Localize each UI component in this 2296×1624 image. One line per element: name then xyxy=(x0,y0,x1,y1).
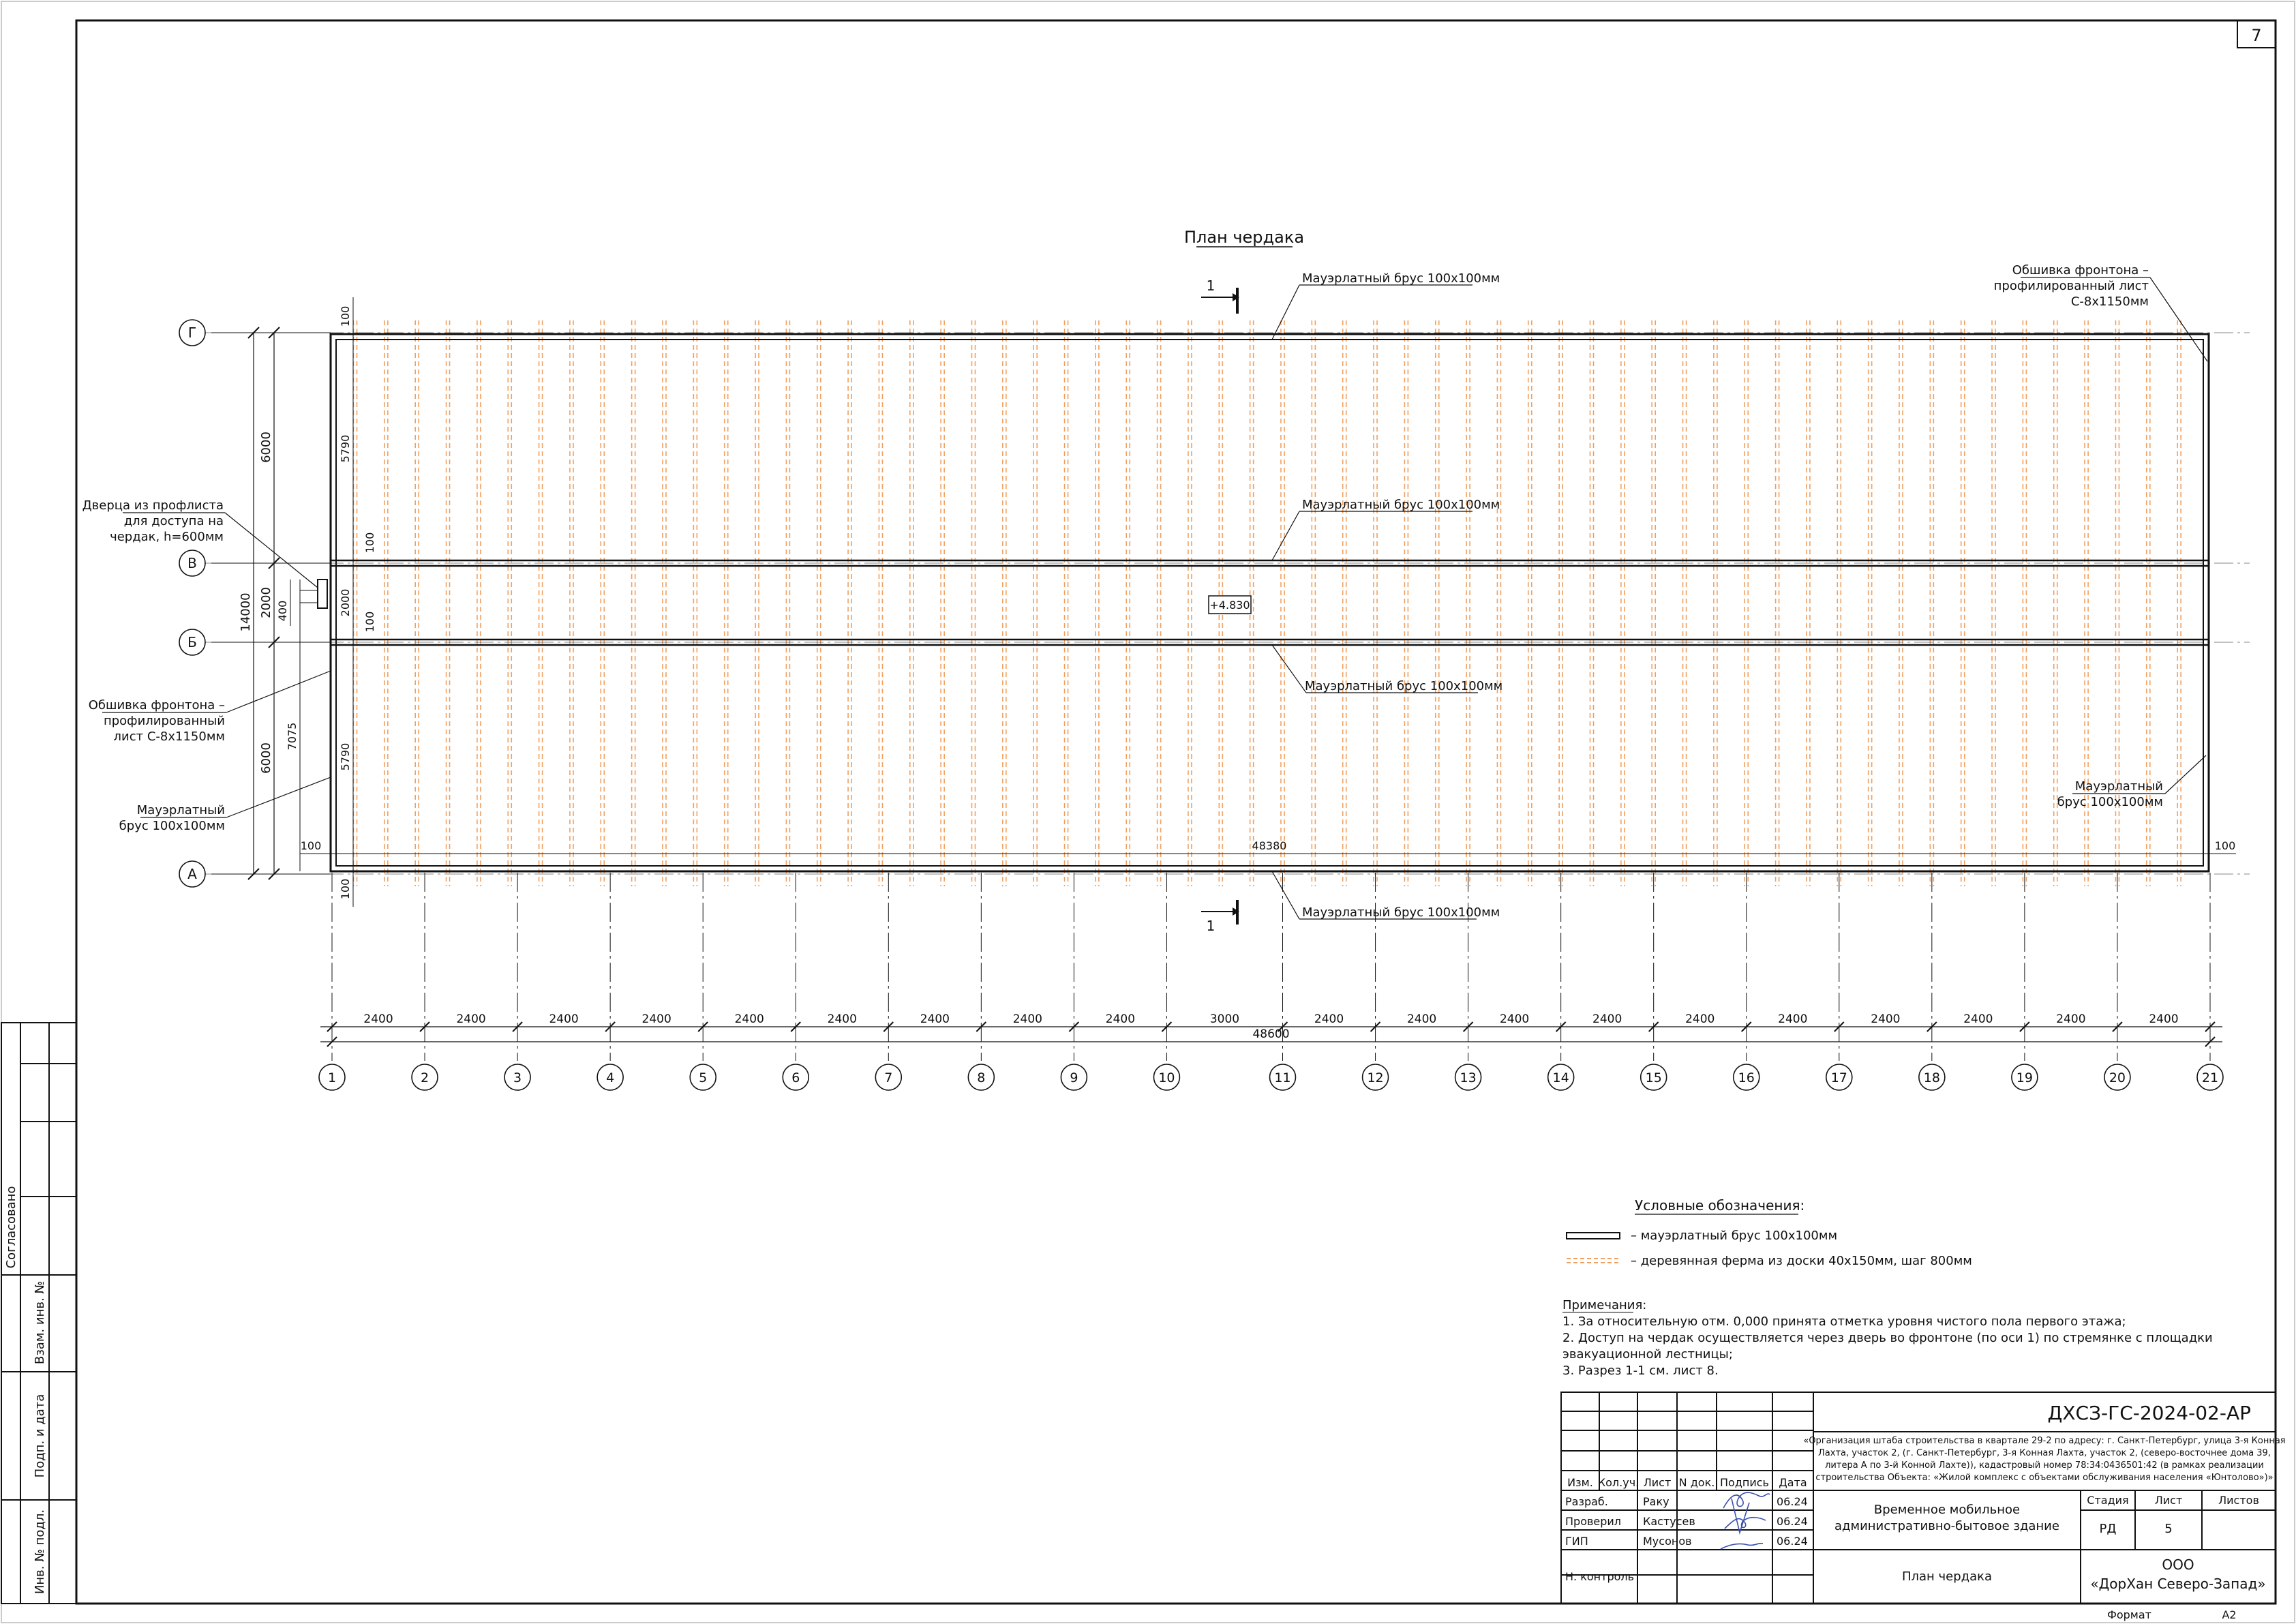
truss-line xyxy=(632,320,635,886)
callout-gable-right-line-1: Обшивка фронтона – xyxy=(2012,263,2149,277)
section-mark-top-label: 1 xyxy=(1206,277,1215,294)
callout-gable-left-line-2: профилированный xyxy=(103,714,225,728)
tb-row2-name: Кастусев xyxy=(1643,1515,1695,1528)
dim-inner-100-top: 100 xyxy=(339,305,352,327)
grid-number-bubble xyxy=(690,1064,716,1090)
truss-line xyxy=(725,320,728,886)
dim-bottom-100-right: 100 xyxy=(2214,839,2236,852)
callout-door-line-1: Дверца из профлиста xyxy=(82,498,224,513)
grid-number-bubble xyxy=(783,1064,809,1090)
truss-line xyxy=(570,320,573,886)
truss-line xyxy=(447,320,450,886)
truss-line xyxy=(539,320,543,886)
truss-line xyxy=(663,320,666,886)
callout-gable-left-line-3: лист С-8х1150мм xyxy=(113,730,225,744)
grid-number-label: 17 xyxy=(1830,1070,1847,1085)
grid-number-label: 20 xyxy=(2109,1070,2126,1085)
dim-spacing-label: 2400 xyxy=(456,1012,486,1026)
side-stamp-agreed: Согласовано xyxy=(4,1186,18,1269)
tb-company-2: «ДорХан Северо-Запад» xyxy=(2090,1576,2266,1592)
dim-inner-100-b: 100 xyxy=(363,611,376,633)
truss-line xyxy=(1188,320,1192,886)
callout-door xyxy=(82,498,318,588)
tb-row2-date: 06.24 xyxy=(1777,1515,1808,1528)
truss-line xyxy=(1343,320,1346,886)
callout-top-beam-text: Мауэрлатный брус 100х100мм xyxy=(1302,271,1500,286)
dim-left-top: 6000 xyxy=(259,432,273,463)
note-line-2: 2. Доступ на чердак осуществляется через дверь во фронтоне (по оси 1) по стремянке с площадки xyxy=(1562,1331,2213,1345)
tb-header-ndok: N док. xyxy=(1678,1476,1715,1489)
legend-beam-text: – мауэрлатный брус 100х100мм xyxy=(1631,1229,1838,1243)
dim-bottom-100-left: 100 xyxy=(300,839,322,852)
truss-line xyxy=(477,320,481,886)
dim-spacing-label: 2400 xyxy=(1685,1012,1715,1026)
truss-line xyxy=(693,320,697,886)
grid-number-label: 9 xyxy=(1070,1070,1078,1085)
truss-line xyxy=(1621,320,1625,886)
title-block-object-1: «Организация штаба строительства в квартале 29-2 по адресу: г. Санкт-Петербург, улица 3-я Конная xyxy=(1803,1436,2286,1446)
tb-drawing-name: План чердака xyxy=(1901,1569,1993,1584)
dim-inner-100-bottom: 100 xyxy=(339,878,352,900)
tb-sheet-header: Лист xyxy=(2154,1494,2183,1507)
dim-inner-bot: 5790 xyxy=(339,742,352,771)
callout-beam-right xyxy=(2057,755,2206,809)
tb-row1-date: 06.24 xyxy=(1777,1495,1808,1508)
truss-line xyxy=(1374,320,1377,886)
tb-stage: РД xyxy=(2099,1522,2117,1536)
dim-spacing-label: 2400 xyxy=(1314,1012,1344,1026)
truss-line xyxy=(879,320,882,886)
section-mark-bottom xyxy=(1201,900,1239,934)
tb-header-kolych: Кол.уч. xyxy=(1597,1476,1640,1489)
drawing-frame xyxy=(76,20,2276,1604)
truss-line xyxy=(1744,320,1748,886)
grid-number-label: 1 xyxy=(327,1070,337,1085)
grid-number-bubble xyxy=(968,1064,994,1090)
callout-gable-right-line-2: профилированный лист xyxy=(1993,279,2149,293)
truss-line xyxy=(1497,320,1500,886)
tb-sheet: 5 xyxy=(2164,1522,2173,1536)
truss-line xyxy=(508,320,511,886)
truss-line xyxy=(1126,320,1130,886)
dim-spacing-label: 2400 xyxy=(1871,1012,1901,1026)
grid-number-bubble xyxy=(1153,1064,1179,1090)
truss-line xyxy=(601,320,604,886)
section-mark-bottom-label: 1 xyxy=(1206,918,1215,934)
legend-truss-text: – деревянная ферма из доски 40х150мм, шаг 800мм xyxy=(1631,1254,1972,1268)
roof-plan xyxy=(331,334,2209,871)
truss-lines xyxy=(354,320,2181,886)
dim-spacing-label: 3000 xyxy=(1209,1012,1240,1026)
truss-line xyxy=(817,320,821,886)
dim-spacing-label: 2400 xyxy=(920,1012,950,1026)
dim-left-bot: 6000 xyxy=(259,742,273,774)
elevation-mark xyxy=(1209,596,1251,614)
callout-bottom-beam-text: Мауэрлатный брус 100х100мм xyxy=(1302,905,1500,920)
truss-line xyxy=(1096,320,1099,886)
dim-inner-100-v: 100 xyxy=(363,532,376,554)
grid-number-label: 2 xyxy=(421,1070,429,1085)
truss-line xyxy=(1590,320,1593,886)
inner-beam-outline xyxy=(336,340,2203,866)
truss-line xyxy=(848,320,851,886)
grid-number-bubble xyxy=(1548,1064,1574,1090)
grid-number-bubble xyxy=(1826,1064,1852,1090)
tb-row3-name: Мусонов xyxy=(1643,1535,1692,1548)
truss-line xyxy=(1807,320,1810,886)
door-opening xyxy=(300,580,327,608)
grid-number-bubble xyxy=(2197,1064,2223,1090)
elevation-label: +4.830 xyxy=(1209,599,1250,612)
truss-line xyxy=(1559,320,1562,886)
dim-spacing-label: 2400 xyxy=(2149,1012,2179,1026)
grid-number-bubble xyxy=(1919,1064,1945,1090)
dim-spacing-label: 2400 xyxy=(734,1012,764,1026)
callout-beam-right-line-1: Мауэрлатный xyxy=(2074,779,2163,794)
truss-line xyxy=(1404,320,1408,886)
legend xyxy=(1567,1197,1972,1268)
tb-building-2: административно-бытовое здание xyxy=(1834,1519,2059,1533)
grid-number-bubble xyxy=(875,1064,901,1090)
grid-letter-label: Г xyxy=(187,325,197,341)
callout-mid-beam-2-text: Мауэрлатный брус 100х100мм xyxy=(1305,679,1503,693)
signature-scribbles xyxy=(1721,1492,1770,1549)
grid-number-bubble xyxy=(1641,1064,1667,1090)
truss-line xyxy=(1714,320,1717,886)
grid-number-label: 18 xyxy=(1923,1070,1940,1085)
callout-door-line-2: для доступа на xyxy=(123,514,224,528)
dim-left-total: 14000 xyxy=(239,592,253,632)
grid-number-bubble xyxy=(412,1064,438,1090)
truss-line xyxy=(1436,320,1439,886)
tb-row1-name: Раку xyxy=(1643,1495,1670,1508)
grid-number-label: 15 xyxy=(1645,1070,1662,1085)
tb-row2-role: Проверил xyxy=(1565,1515,1622,1528)
dim-total-label: 48600 xyxy=(1252,1027,1290,1041)
drawing-title: План чердака xyxy=(1183,228,1305,247)
note-line-4: 3. Разрез 1-1 см. лист 8. xyxy=(1562,1364,1719,1378)
callout-beam-left-line-2: брус 100х100мм xyxy=(119,819,225,833)
truss-line xyxy=(354,320,357,886)
grid-number-label: 6 xyxy=(791,1070,800,1085)
grid-number-label: 16 xyxy=(1738,1070,1755,1085)
grid-number-label: 13 xyxy=(1460,1070,1477,1085)
side-stamp-inv-replace: Взам. инв. № xyxy=(33,1280,47,1365)
truss-line xyxy=(1466,320,1470,886)
grid-number-label: 5 xyxy=(699,1070,708,1085)
grid-number-bubble xyxy=(319,1064,345,1090)
truss-line xyxy=(1683,320,1687,886)
grid-number-label: 4 xyxy=(606,1070,615,1085)
note-line-3: эвакуационной лестницы; xyxy=(1562,1347,1733,1362)
grid-number-label: 7 xyxy=(884,1070,893,1085)
dim-spacing-label: 2400 xyxy=(363,1012,393,1026)
notes-title: Примечания: xyxy=(1562,1298,1647,1312)
outer-beam-outline xyxy=(331,334,2209,871)
tb-row3-role: ГИП xyxy=(1565,1535,1588,1548)
truss-line xyxy=(1033,320,1037,886)
grid-letter-bubble xyxy=(179,550,205,576)
dim-spacing-label: 2400 xyxy=(1778,1012,1808,1026)
truss-line xyxy=(1528,320,1532,886)
sheet-number: 7 xyxy=(2251,26,2262,45)
tb-header-data: Дата xyxy=(1779,1476,1807,1489)
callout-mid-beam-2 xyxy=(1272,645,1502,693)
tb-row3-date: 06.24 xyxy=(1777,1535,1808,1548)
tb-row4-role: Н. контроль xyxy=(1565,1570,1635,1583)
dim-inner-top: 5790 xyxy=(339,434,352,463)
tb-header-list: Лист xyxy=(1643,1476,1672,1489)
sheet-edge xyxy=(1,1,2295,1623)
title-block-code: ДХСЗ-ГС-2024-02-АР xyxy=(2047,1402,2251,1424)
grid-number-bubble xyxy=(2012,1064,2038,1090)
format-label: Формат xyxy=(2107,1608,2151,1621)
dim-door-7075: 7075 xyxy=(286,722,299,751)
truss-line xyxy=(1961,320,1965,886)
callout-mid-beam-1-text: Мауэрлатный брус 100х100мм xyxy=(1302,498,1500,512)
truss-line xyxy=(1003,320,1006,886)
truss-line xyxy=(910,320,913,886)
grid-number-bubble xyxy=(1734,1064,1759,1090)
callout-top-beam xyxy=(1272,271,1500,340)
title-block-object-2: Лахта, участок 2, (г. Санкт-Петербург, 3-я Конная Лахта, участок 2, (северо-восточнее дома 39, xyxy=(1818,1448,2271,1458)
grid-number-label: 3 xyxy=(513,1070,522,1085)
dim-spacing-label: 2400 xyxy=(1963,1012,1993,1026)
title-block-object-4: строительства Объекта: «Жилой комплекс с объектами обслуживания населения «Юнтолово»)» xyxy=(1815,1473,2274,1483)
tb-header-podpis: Подпись xyxy=(1720,1476,1769,1489)
bottom-inner-dimension xyxy=(300,839,2236,854)
grid-letter-bubbles xyxy=(179,320,205,887)
legend-title: Условные обозначения: xyxy=(1635,1197,1805,1214)
dim-spacing-label: 2400 xyxy=(1012,1012,1043,1026)
callout-beam-right-line-2: брус 100х100мм xyxy=(2057,795,2163,809)
truss-line xyxy=(1776,320,1779,886)
truss-line xyxy=(1930,320,1933,886)
side-stamp-sign-date: Подп. и дата xyxy=(33,1394,47,1478)
dim-spacing-label: 2400 xyxy=(2056,1012,2086,1026)
side-stamp-inv-orig: Инв. № подл. xyxy=(33,1509,47,1595)
truss-line xyxy=(755,320,759,886)
grid-number-label: 19 xyxy=(2016,1070,2033,1085)
tb-header-izm: Изм. xyxy=(1567,1476,1593,1489)
notes xyxy=(1562,1298,2213,1378)
callout-door-line-3: чердак, h=600мм xyxy=(110,530,224,544)
callout-beam-left xyxy=(119,777,331,833)
callout-gable-right-line-3: С-8х1150мм xyxy=(2070,295,2149,309)
dim-spacing-label: 2400 xyxy=(641,1012,671,1026)
grid-letter-label: Б xyxy=(187,634,197,650)
section-mark-top xyxy=(1201,277,1239,314)
callout-gable-left-line-1: Обшивка фронтона – xyxy=(88,698,225,712)
grid-number-bubble xyxy=(597,1064,623,1090)
grid-letter-label: А xyxy=(187,866,197,882)
grid-number-label: 12 xyxy=(1367,1070,1384,1085)
format-value: А2 xyxy=(2222,1608,2237,1621)
grid-letter-bubble xyxy=(179,629,205,655)
grid-number-label: 21 xyxy=(2201,1070,2219,1085)
left-dimensions xyxy=(211,327,331,879)
truss-line xyxy=(941,320,944,886)
callout-mid-beam-1 xyxy=(1272,498,1500,560)
title-block xyxy=(1561,1392,2286,1604)
grid-number-label: 8 xyxy=(977,1070,986,1085)
inner-dimensions xyxy=(339,297,376,907)
callout-beam-left-line-1: Мауэрлатный xyxy=(136,803,225,817)
grid-number-bubble xyxy=(1363,1064,1389,1090)
truss-line xyxy=(786,320,789,886)
tb-company-1: ООО xyxy=(2162,1557,2194,1573)
truss-line xyxy=(1312,320,1315,886)
truss-line xyxy=(1652,320,1655,886)
dim-door-400: 400 xyxy=(276,600,289,622)
grid-letter-label: В xyxy=(187,555,197,571)
dim-left-mid: 2000 xyxy=(259,587,273,618)
grid-number-bubble xyxy=(2104,1064,2130,1090)
tb-sheets-header: Листов xyxy=(2218,1494,2259,1507)
grid-number-bubble xyxy=(1455,1064,1481,1090)
truss-line xyxy=(415,320,419,886)
dim-spacing-label: 2400 xyxy=(827,1012,857,1026)
dim-spacing-label: 2400 xyxy=(1105,1012,1136,1026)
truss-line xyxy=(1837,320,1841,886)
dim-bottom-48380: 48380 xyxy=(1252,839,1287,852)
callout-bottom-beam xyxy=(1272,871,1500,920)
truss-line xyxy=(384,320,388,886)
dim-spacing-label: 2400 xyxy=(1406,1012,1437,1026)
sheet-number-box xyxy=(2237,20,2276,48)
tb-stage-header: Стадия xyxy=(2087,1494,2129,1507)
grid-number-bubbles xyxy=(319,1012,2223,1090)
truss-line xyxy=(2023,320,2026,886)
grid-number-label: 10 xyxy=(1158,1070,1175,1085)
truss-line xyxy=(2177,320,2181,886)
title-block-object-3: литера А по 3-й Конной Лахте)), кадастровый номер 78:34:0436501:42 (в рамках реализации xyxy=(1825,1460,2264,1471)
grid-number-label: 11 xyxy=(1274,1070,1291,1085)
truss-line xyxy=(971,320,975,886)
note-line-1: 1. За относительную отм. 0,000 принята отметка уровня чистого пола первого этажа; xyxy=(1562,1314,2126,1329)
grid-number-bubble xyxy=(504,1064,530,1090)
truss-line xyxy=(1281,320,1284,886)
dim-spacing-label: 2400 xyxy=(549,1012,579,1026)
truss-line xyxy=(1869,320,1872,886)
dim-inner-mid: 2000 xyxy=(339,588,352,617)
grid-letter-bubble xyxy=(179,320,205,346)
grid-number-bubble xyxy=(1061,1064,1087,1090)
truss-line xyxy=(1992,320,1995,886)
tb-row1-role: Разраб. xyxy=(1565,1495,1608,1508)
dim-spacing-label: 2400 xyxy=(1592,1012,1622,1026)
dim-spacing-label: 2400 xyxy=(1499,1012,1530,1026)
legend-beam-symbol xyxy=(1567,1233,1620,1239)
truss-line xyxy=(1065,320,1068,886)
grid-letter-bubble xyxy=(179,861,205,887)
truss-line xyxy=(1899,320,1903,886)
grid-number-label: 14 xyxy=(1552,1070,1569,1085)
grid-number-bubble xyxy=(1270,1064,1296,1090)
tb-building-1: Временное мобильное xyxy=(1873,1503,2021,1517)
truss-line xyxy=(1158,320,1161,886)
